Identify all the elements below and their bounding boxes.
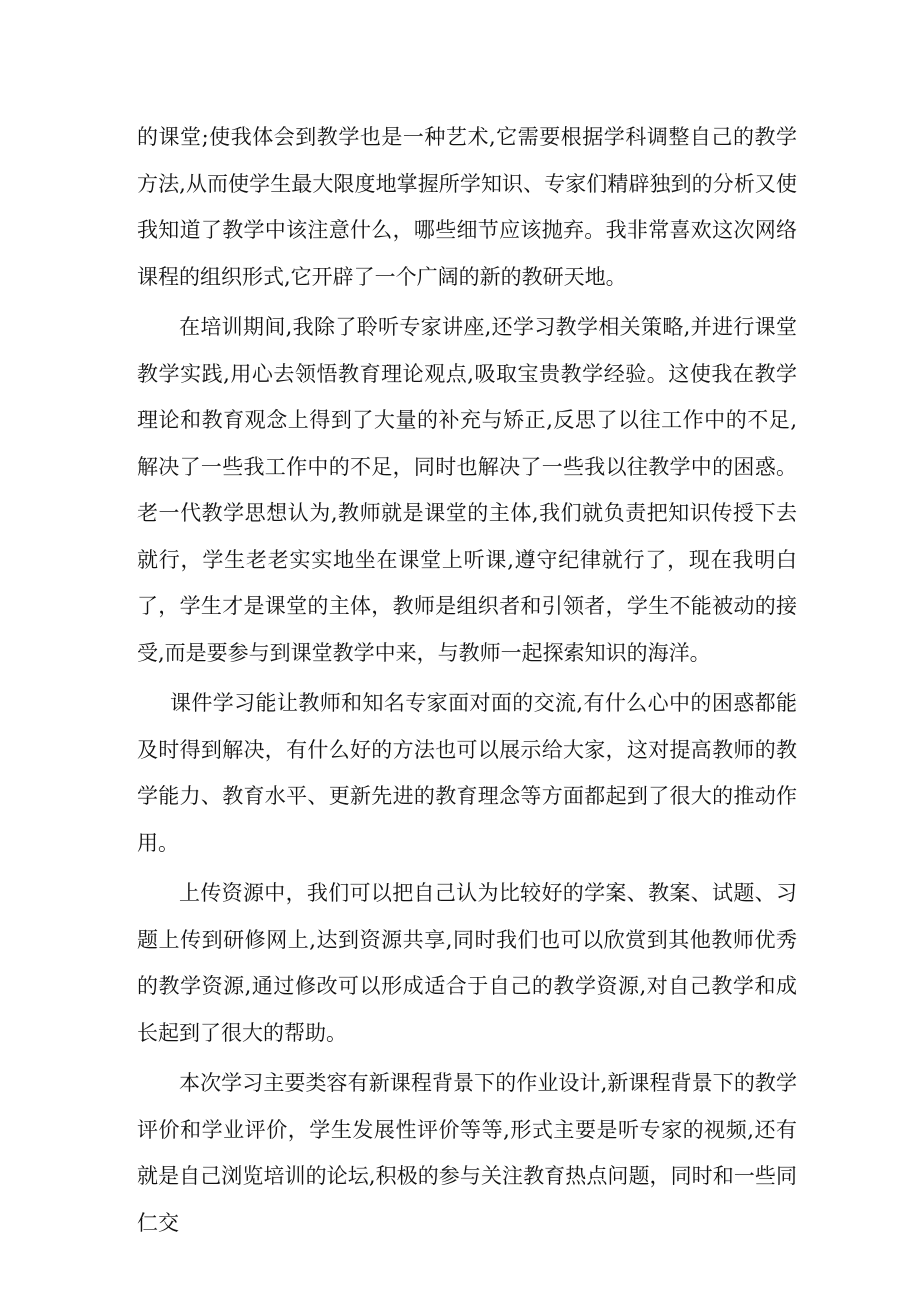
paragraph-1: 的课堂;使我体会到教学也是一种艺术,它需要根据学科调整自己的教学方法,从而使学生最大限度地掌握所学知识、专家们精辟独到的分析又使我知道了教学中该注意什么，哪些细节应该抛弃。我非常喜欢这次网络课程的组织形式,它开辟了一个广阔的新的教研天地。: [137, 125, 797, 289]
paragraph-5: 本次学习主要类容有新课程背景下的作业设计,新课程背景下的教学评价和学业评价，学生发展性评价等等,形式主要是听专家的视频,还有就是自己浏览培训的论坛,积极的参与关注教育热点问题，同时和一些同仁交: [137, 1071, 797, 1235]
document-body: [137, 114, 797, 1246]
paragraph-2: 在培训期间,我除了聆听专家讲座,还学习教学相关策略,并进行课堂教学实践,用心去领悟教育理论观点,吸取宝贵教学经验。这使我在教学理论和教育观念上得到了大量的补充与矫正,反思了以往工作中的不足,解决了一些我工作中的不足，同时也解决了一些我以往教学中的困惑。老一代教学思想认为,教师就是课堂的主体,我们就负责把知识传授下去就行，学生老老实实地坐在课堂上听课,遵守纪律就行了，现在我明白了，学生才是课堂的主体，教师是组织者和引领者，学生不能被动的接受,而是要参与到课堂教学中来，与教师一起探索知识的海洋。: [137, 315, 797, 665]
paragraph-4: 上传资源中，我们可以把自己认为比较好的学案、教案、试题、习题上传到研修网上,达到资源共享,同时我们也可以欣赏到其他教师优秀的教学资源,通过修改可以形成适合于自己的教学资源,对自己教学和成长起到了很大的帮助。: [137, 881, 797, 1045]
paragraph-3: 课件学习能让教师和知名专家面对面的交流,有什么心中的困惑都能及时得到解决，有什么好的方法也可以展示给大家，这对提高教师的教学能力、教育水平、更新先进的教育理念等方面都起到了很大的推动作用。: [137, 691, 797, 855]
